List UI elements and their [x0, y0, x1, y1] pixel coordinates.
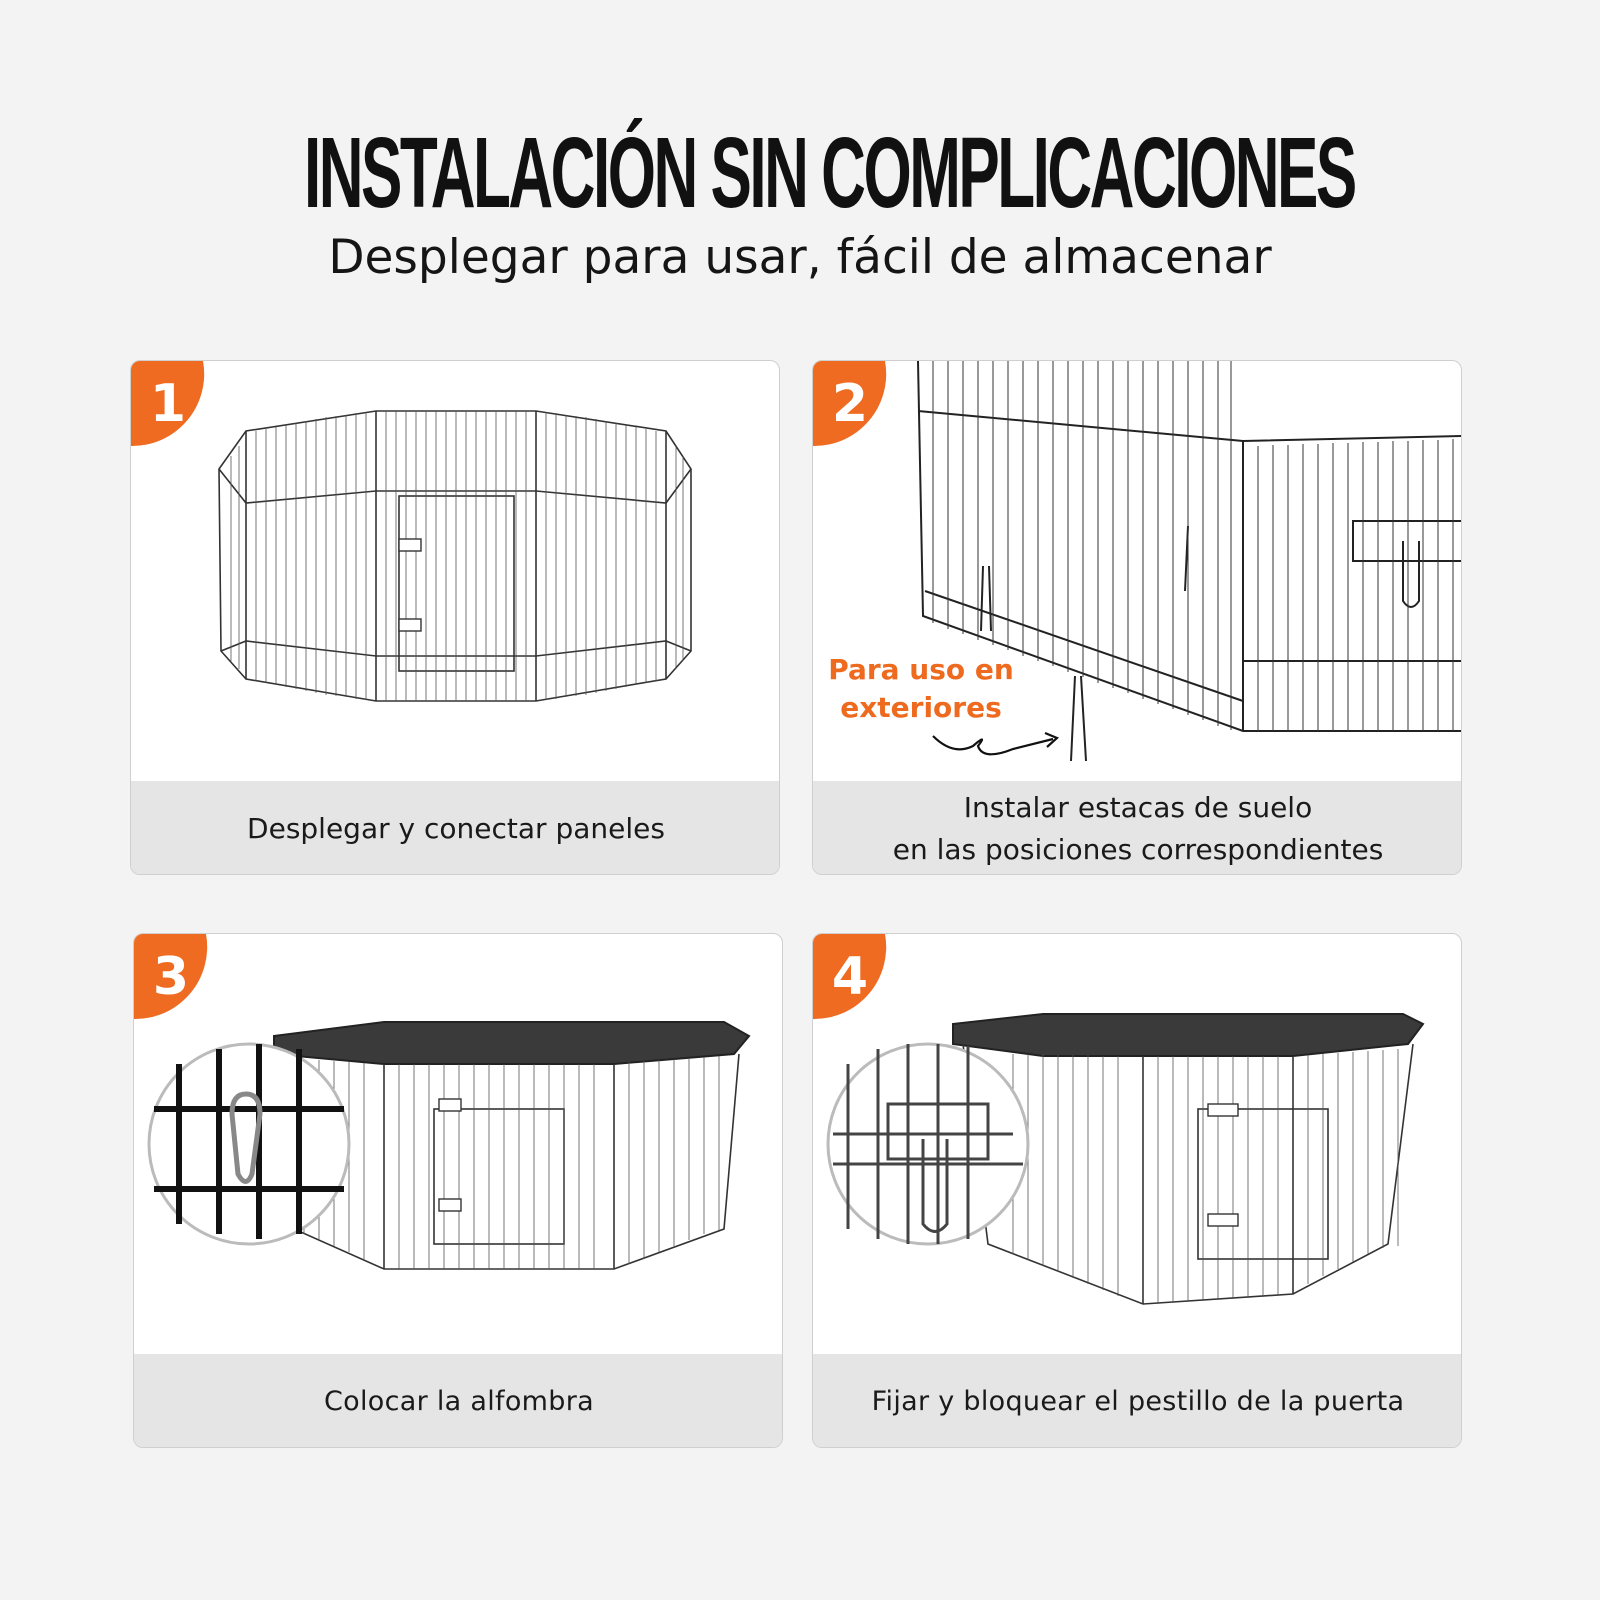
door-latch-image — [813, 934, 1462, 1354]
step-number-badge-3: 3 — [134, 934, 209, 1028]
step-card-4 — [812, 933, 1462, 1448]
step-caption-4: Fijar y bloquear el pestillo de la puerta — [813, 1354, 1462, 1448]
step-number-badge-4: 4 — [813, 934, 888, 1028]
playpen-with-cover-image — [134, 934, 783, 1354]
step-number-badge-1: 1 — [131, 361, 206, 455]
playpen-unfolded-image — [131, 361, 780, 781]
outdoor-use-callout: Para uso en exteriores — [828, 653, 1014, 724]
step-caption-1: Desplegar y conectar paneles — [131, 781, 780, 875]
step-card-1 — [130, 360, 780, 875]
step-card-3 — [133, 933, 783, 1448]
page-subtitle: Desplegar para usar, fácil de almacenar — [328, 230, 1272, 285]
step-caption-3: Colocar la alfombra — [134, 1354, 783, 1448]
page-title: INSTALACIÓN SIN COMPLICACIONES — [304, 117, 1355, 229]
step-card-2 — [812, 360, 1462, 875]
step-caption-2: Instalar estacas de suelo en las posiciones correspondientes — [813, 781, 1462, 875]
step-number-badge-2: 2 — [813, 361, 888, 455]
